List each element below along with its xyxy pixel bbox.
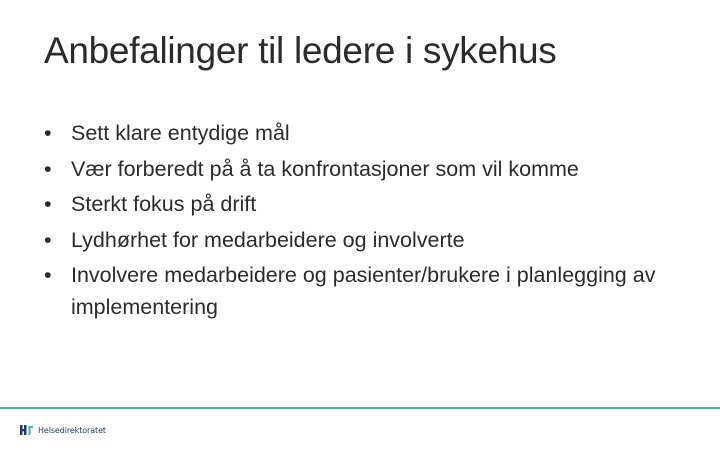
bullet-text: Lydhørhet for medarbeidere og involverte bbox=[71, 227, 465, 252]
bullet-symbol: • bbox=[44, 156, 52, 181]
bullet-symbol: • bbox=[44, 121, 52, 145]
bullet-item bbox=[44, 153, 704, 185]
bullet-text: Sterkt fokus på drift bbox=[71, 192, 257, 216]
bullet-text: Sett klare entydige mål bbox=[71, 121, 290, 145]
bullet-item bbox=[44, 188, 704, 220]
bullet-item bbox=[44, 259, 704, 323]
bullet-symbol: • bbox=[44, 263, 52, 287]
bullet-item bbox=[44, 224, 704, 256]
helsedirektoratet-logo-icon bbox=[20, 424, 34, 436]
footer-logo bbox=[20, 424, 106, 436]
bullet-symbol: • bbox=[44, 192, 52, 216]
logo-text: Helsedirektoratet bbox=[38, 425, 106, 435]
slide-title: Anbefalinger til ledere i sykehus bbox=[44, 30, 557, 71]
bullet-text: Involvere medarbeidere og pasienter/brukere i planlegging av implementering bbox=[71, 263, 656, 319]
bullet-text: Vær forberedt på å ta konfrontasjoner som vil komme bbox=[71, 156, 579, 181]
bullet-list bbox=[44, 117, 704, 327]
bullet-symbol: • bbox=[44, 227, 52, 252]
bullet-item bbox=[44, 117, 704, 149]
footer-divider bbox=[0, 407, 720, 409]
